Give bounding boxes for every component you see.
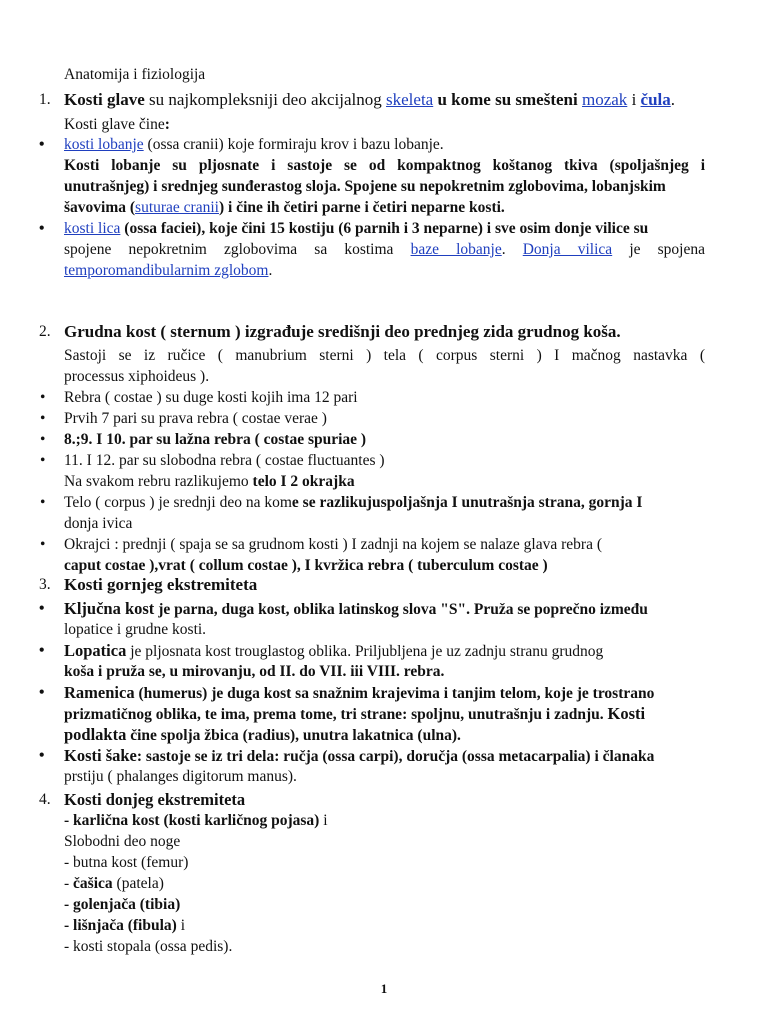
page-number: 1 bbox=[380, 981, 388, 996]
text-line bbox=[64, 789, 245, 810]
text-line bbox=[64, 387, 358, 408]
text-run: Kosti donjeg ekstremiteta bbox=[64, 790, 246, 809]
text-run: lopatice i grudne kosti. bbox=[64, 621, 207, 638]
text-line bbox=[64, 176, 666, 197]
text-line bbox=[64, 534, 602, 555]
text-run: processus xiphoideus ). bbox=[64, 368, 210, 385]
text-line bbox=[64, 134, 444, 155]
text-run: Rebra ( costae ) su duge kosti kojih ima 12 pari bbox=[64, 389, 358, 406]
text-line bbox=[64, 155, 705, 176]
text-run: - golenjača (tibia) bbox=[64, 896, 181, 913]
text-run: . bbox=[268, 262, 273, 279]
text-line bbox=[64, 831, 180, 852]
text-run: Kosti gornjeg ekstremiteta bbox=[64, 575, 258, 594]
list-number: 1. bbox=[39, 91, 51, 108]
text-run: je spojena bbox=[612, 241, 705, 258]
text-line bbox=[64, 450, 385, 471]
text-run: Slobodni deo noge bbox=[64, 833, 181, 850]
hyperlink[interactable]: mozak bbox=[581, 90, 628, 109]
bullet-icon: • bbox=[39, 747, 45, 764]
text-run: Kosti glave čine bbox=[64, 116, 165, 133]
text-run: ) i čine ih četiri parne i četiri neparne kosti. bbox=[218, 199, 505, 216]
text-line bbox=[64, 574, 257, 595]
text-line bbox=[64, 471, 355, 492]
hyperlink[interactable]: Donja vilica bbox=[522, 241, 613, 258]
text-line bbox=[64, 321, 621, 342]
text-run: je parna, duga kost, oblika latinskog slova "S". Pruža se poprečno između bbox=[154, 601, 648, 618]
text-run: 8.;9. I 10. par su lažna rebra ( costae spuriae ) bbox=[64, 431, 367, 448]
text-line bbox=[64, 894, 180, 915]
text-run: . bbox=[670, 90, 676, 109]
hyperlink[interactable]: baze lobanje bbox=[410, 241, 502, 258]
list-number: 2. bbox=[39, 323, 51, 340]
text-line bbox=[64, 64, 205, 85]
text-line bbox=[64, 114, 170, 135]
text-run: Kosti bbox=[607, 704, 646, 723]
bullet-icon: • bbox=[39, 220, 45, 237]
text-run: čašica bbox=[73, 875, 113, 892]
text-run: (patela) bbox=[112, 875, 164, 892]
bullet-icon: • bbox=[39, 600, 45, 617]
text-line bbox=[64, 366, 209, 387]
bullet-icon: • bbox=[39, 136, 45, 153]
text-run: : sastoje se iz tri dela: ručja (ossa carpi), doručja (ossa metacarpalia) i članaka bbox=[136, 748, 655, 765]
text-run: . bbox=[501, 241, 523, 258]
text-run: Kosti lobanje su pljosnate i sastoje se od kompaktnog koštanog tkiva (spoljašnjeg i bbox=[64, 157, 705, 174]
hyperlink[interactable]: kosti lobanje bbox=[64, 136, 144, 153]
bullet-icon: • bbox=[40, 389, 46, 406]
text-run: Kosti glave bbox=[64, 90, 145, 109]
bullet-icon: • bbox=[40, 410, 46, 427]
text-line bbox=[64, 661, 444, 682]
text-run: Ramenica bbox=[64, 683, 135, 702]
text-line bbox=[64, 915, 185, 936]
text-line bbox=[64, 873, 164, 894]
list-number: 3. bbox=[39, 576, 51, 593]
text-line bbox=[64, 745, 654, 767]
text-line bbox=[64, 724, 461, 746]
text-line bbox=[64, 555, 548, 576]
hyperlink[interactable]: čula bbox=[640, 90, 671, 109]
text-run: - butna kost (femur) bbox=[64, 854, 189, 871]
text-run: izgrađuje središnji deo prednjeg zida grudnog koša. bbox=[240, 322, 621, 341]
text-line bbox=[64, 408, 327, 429]
text-run: u kome su smešteni bbox=[433, 90, 582, 109]
text-run: Kosti šake bbox=[64, 746, 137, 765]
text-run: caput costae ),vrat ( collum costae ), I kvržica rebra ( tuberculum costae ) bbox=[64, 557, 548, 574]
text-line bbox=[64, 703, 645, 725]
bullet-icon: • bbox=[40, 431, 46, 448]
bullet-icon: • bbox=[39, 684, 45, 701]
bullet-icon: • bbox=[40, 494, 46, 511]
text-line bbox=[64, 598, 648, 620]
text-run: i bbox=[176, 917, 185, 934]
bullet-icon: • bbox=[40, 452, 46, 469]
text-run: unutrašnjeg) i srednjeg sunđerastog sloja. Spojene su nepokretnim zglobovima, lobanjskim bbox=[64, 178, 666, 195]
text-run: prizmatičnog oblika, te ima, prema tome, tri strane: spoljnu, unutrašnju i zadnju. bbox=[64, 706, 608, 723]
text-run: podlakta bbox=[64, 725, 127, 744]
text-run: 11. I 12. par su slobodna rebra ( costae fluctuantes ) bbox=[64, 452, 385, 469]
text-line bbox=[64, 640, 603, 662]
text-run: Okrajci : prednji ( spaja se sa grudnom kosti ) I zadnji na kojem se nalaze glava rebra ( bbox=[64, 536, 602, 553]
text-line bbox=[64, 89, 675, 110]
text-run: Telo ( corpus ) je srednji deo na kom bbox=[64, 494, 292, 511]
text-run: čine spolja žbica (radius), unutra lakatnica (ulna). bbox=[126, 727, 461, 744]
text-line bbox=[64, 682, 654, 704]
text-run: prstiju ( phalanges digitorum manus). bbox=[64, 768, 297, 785]
text-run: : bbox=[164, 116, 170, 133]
bullet-icon: • bbox=[40, 536, 46, 553]
hyperlink[interactable]: suturae cranii bbox=[135, 199, 219, 216]
text-run: - lišnjača (fibula) bbox=[64, 917, 177, 934]
text-run: e se razlikujuspoljašnja I unutrašnja strana, gornja I bbox=[291, 494, 643, 511]
text-line bbox=[64, 619, 206, 640]
text-run: telo I 2 okrajka bbox=[252, 473, 355, 490]
text-run: Lopatica bbox=[64, 641, 127, 660]
hyperlink[interactable]: temporomandibularnim zglobom bbox=[64, 262, 269, 279]
text-line bbox=[64, 936, 232, 957]
text-run: Na svakom rebru razlikujemo bbox=[64, 473, 253, 490]
text-line bbox=[64, 429, 366, 450]
text-run: i bbox=[627, 90, 641, 109]
text-line bbox=[64, 766, 297, 787]
text-line bbox=[64, 810, 328, 831]
text-run: Sastoji se iz ručice ( manubrium sterni ) tela ( corpus sterni ) I mačnog nastavka ( bbox=[64, 347, 705, 364]
list-number: 4. bbox=[39, 791, 51, 808]
text-line bbox=[64, 492, 642, 513]
text-line bbox=[64, 197, 505, 218]
text-run: donja ivica bbox=[64, 515, 133, 532]
text-run: je pljosnata kost trouglastog oblika. Priljubljena je uz zadnju stranu grudnog bbox=[126, 643, 604, 660]
text-run: koša i pruža se, u mirovanju, od II. do VII. iii VIII. rebra. bbox=[64, 663, 445, 680]
text-line bbox=[64, 239, 705, 260]
text-line bbox=[64, 345, 705, 366]
text-run: i bbox=[319, 812, 328, 829]
text-line bbox=[64, 218, 648, 239]
hyperlink[interactable]: kosti lica bbox=[64, 220, 121, 237]
text-run: (ossa faciei), koje čini 15 kostiju (6 parnih i 3 neparne) i sve osim donje vilice su bbox=[120, 220, 649, 237]
text-run: (humerus) je duga kost sa snažnim krajevima i tanjim telom, koje je trostrano bbox=[134, 685, 655, 702]
text-run: - bbox=[64, 875, 74, 892]
text-line bbox=[64, 513, 132, 534]
text-run: šavovima ( bbox=[64, 199, 136, 216]
text-line bbox=[64, 260, 272, 281]
text-run: spojene nepokretnim zglobovima sa kostima bbox=[64, 241, 411, 258]
text-run: Grudna kost ( sternum ) bbox=[64, 322, 241, 341]
hyperlink[interactable]: skeleta bbox=[386, 90, 434, 109]
text-run: Ključna kost bbox=[64, 599, 155, 618]
text-run: - kosti stopala (ossa pedis). bbox=[64, 938, 233, 955]
text-run: Anatomija i fiziologija bbox=[64, 66, 206, 83]
text-run: - karlična kost (kosti karličnog pojasa) bbox=[64, 812, 320, 829]
text-line bbox=[64, 852, 188, 873]
text-run: (ossa cranii) koje formiraju krov i bazu lobanje. bbox=[143, 136, 444, 153]
text-run: Prvih 7 pari su prava rebra ( costae verae ) bbox=[64, 410, 327, 427]
text-run: su najkompleksniji deo akcijalnog bbox=[144, 90, 387, 109]
bullet-icon: • bbox=[39, 642, 45, 659]
